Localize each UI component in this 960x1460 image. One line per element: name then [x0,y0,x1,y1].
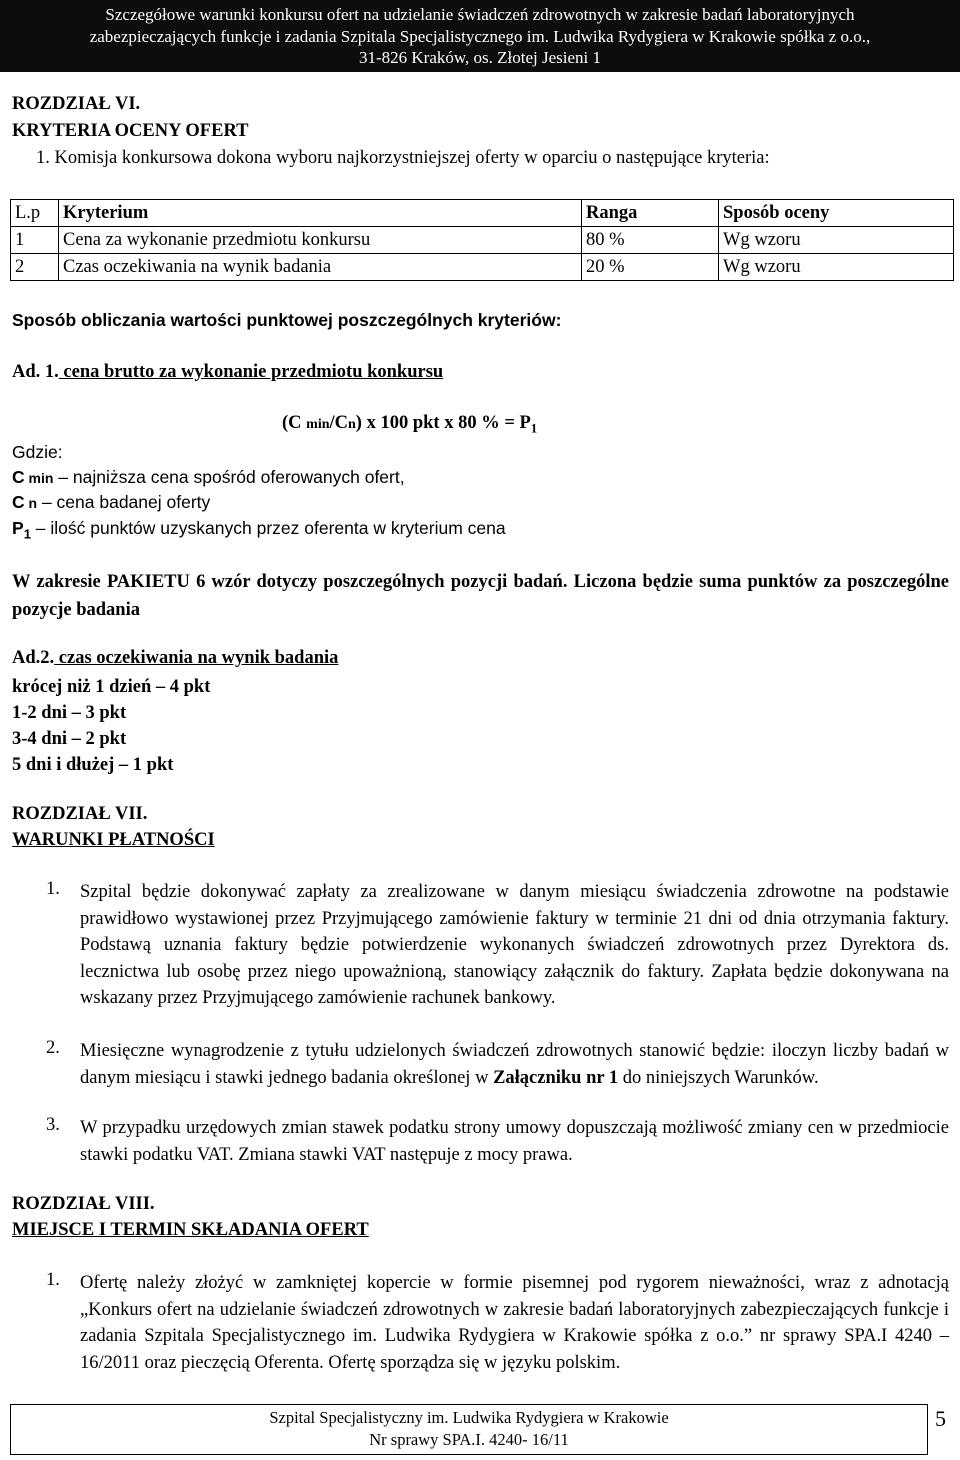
time-scoring-list [12,674,210,778]
definition-item [12,516,506,547]
def-symbol: C [12,466,25,487]
cell: 2 [11,254,59,281]
pakiet-note: W zakresie PAKIETU 6 wzór dotyczy poszczególnych pozycji badań. Liczona będzie suma punktów za poszczególne pozycje badania [12,572,949,620]
cell: 20 % [582,254,719,281]
header-line-3: 31-826 Kraków, os. Złotej Jesieni 1 [358,48,602,67]
payment-item-2 [80,1038,949,1091]
item-number: 2. [46,1038,60,1058]
text: Miesięczne wynagrodzenie z tytułu udzielonych świadczeń zdrowotnych stanowić będzie: iloczyn liczby badań w danym miesiącu i stawki jednego badania określonej w [80,1041,949,1088]
item-number: 1. [46,1270,60,1290]
header-line-2: zabezpieczających funkcje i zadania Szpitala Specjalistycznego im. Ludwika Rydygiera w Krakowie spółka z o.o., [89,26,871,46]
section-6-title: ROZDZIAŁ VI. [12,94,141,114]
formula-part: /C [329,413,348,433]
item-number: 1. [46,879,60,899]
cell: 1 [11,227,59,254]
ad1-heading [12,362,443,383]
submission-item-1: Ofertę należy złożyć w zamkniętej kopercie w formie pisemnej pod rygorem nieważności, wraz z adnotacją „Konkurs ofert na udzielanie świadczeń zdrowotnych w zakresie badań laboratoryjnych zabezpieczających funkcje i zadania Szpitala Specjalistycznego im. Ludwika Rydygiera w Krakowie spółka z o.o.” nr sprawy SPA.I 4240 – 16/2011 oraz pieczęcią Oferenta. Ofertę sporządza się w języku polskim. [80,1273,949,1373]
section-6-intro: 1. Komisja konkursowa dokona wyboru najkorzystniejszej oferty w oparciu o następujące kryteria: [36,148,770,168]
cell: 80 % [582,227,719,254]
def-sub: n [24,495,38,511]
definition-item [12,490,506,516]
ad1-label: Ad. 1. [12,362,59,382]
document-footer [10,1404,928,1455]
col-ranga: Ranga [582,200,719,227]
ad2-label: Ad.2. [12,648,55,668]
section-8-subtitle: MIEJSCE I TERMIN SKŁADANIA OFERT [12,1220,369,1240]
list-item: 3-4 dni – 2 pkt [12,729,127,749]
text: do niniejszych Warunków. [618,1067,819,1088]
footer-line-2: Nr sprawy SPA.I. 4240- 16/11 [369,1430,569,1449]
list-item: 1-2 dni – 3 pkt [12,703,127,723]
header-line-1: Szczegółowe warunki konkursu ofert na udzielanie świadczeń zdrowotnych w zakresie badań laboratoryjnych [105,5,855,24]
table-row [11,254,954,281]
def-text: – cena badanej oferty [37,492,211,512]
method-heading: Sposób obliczania wartości punktowej poszczególnych kryteriów: [12,310,562,330]
page-number: 5 [935,1406,946,1431]
item-number: 3. [46,1115,60,1135]
cell: Wg wzoru [719,227,954,254]
section-6-subtitle: KRYTERIA OCENY OFERT [12,121,249,141]
def-symbol: P [12,517,24,538]
definition-item [12,465,506,491]
footer-line-1: Szpital Specjalistyczny im. Ludwika Rydygiera w Krakowie [269,1408,669,1427]
formula-n: n [348,417,356,432]
document-header [0,0,960,72]
criteria-table [10,199,954,281]
cell: Czas oczekiwania na wynik badania [59,254,582,281]
attachment-ref: Załączniku nr 1 [493,1067,619,1088]
criteria-table-header [11,200,954,227]
section-7-subtitle: WARUNKI PŁATNOŚCI [12,830,215,850]
table-row [11,227,954,254]
ad2-title: czas oczekiwania na wynik badania [54,648,339,668]
section-7-title: ROZDZIAŁ VII. [12,804,148,824]
payment-item-3: W przypadku urzędowych zmian stawek podatku strony umowy dopuszczają możliwość zmiany cen w przedmiocie stawki podatku VAT. Zmiana stawki VAT następuje z mocy prawa. [80,1118,949,1165]
payment-item-1: Szpital będzie dokonywać zapłaty za zrealizowane w danym miesiącu świadczenia zdrowotne na podstawie prawidłowo wystawionej przez Przyjmującego zamówienie faktury w terminie 21 dni od dnia otrzymania faktury. Podstawą uznania faktury będzie potwierdzenie wykonanych świadczeń zdrowotnych przez Dyrektora ds. lecznictwa lub osobę przez niego upoważnioną, stanowiący załącznik do faktury. Zapłata będzie dokonywana na wskazany przez Przyjmującego zamówienie rachunek bankowy. [80,882,949,1008]
def-text: – najniższa cena spośród oferowanych ofert, [53,466,405,487]
gdzie-label: Gdzie: [12,442,63,462]
list-item: krócej niż 1 dzień – 4 pkt [12,677,211,697]
formula-sub: 1 [530,420,538,436]
col-sposob: Sposób oceny [719,200,954,227]
formula-part: (C [282,413,307,433]
list-item: 5 dni i dłużej – 1 pkt [12,755,174,775]
col-kryterium: Kryterium [59,200,582,227]
formula-min: min [306,417,330,432]
section-8-title: ROZDZIAŁ VIII. [12,1194,155,1214]
def-symbol: C [12,492,25,512]
cell: Wg wzoru [719,254,954,281]
price-formula [282,413,537,437]
cell: Cena za wykonanie przedmiotu konkursu [59,227,582,254]
definitions [12,440,506,547]
ad1-title: cena brutto za wykonanie przedmiotu konkursu [58,362,444,382]
col-lp: L.p [11,200,59,227]
ad2-heading [12,648,338,669]
def-text: – ilość punktów uzyskanych przez oferenta w kryterium cena [30,517,506,538]
def-sub: min [24,469,54,486]
formula-part: ) x 100 pkt x 80 % = P [355,413,531,433]
def-sub: 1 [23,526,31,541]
